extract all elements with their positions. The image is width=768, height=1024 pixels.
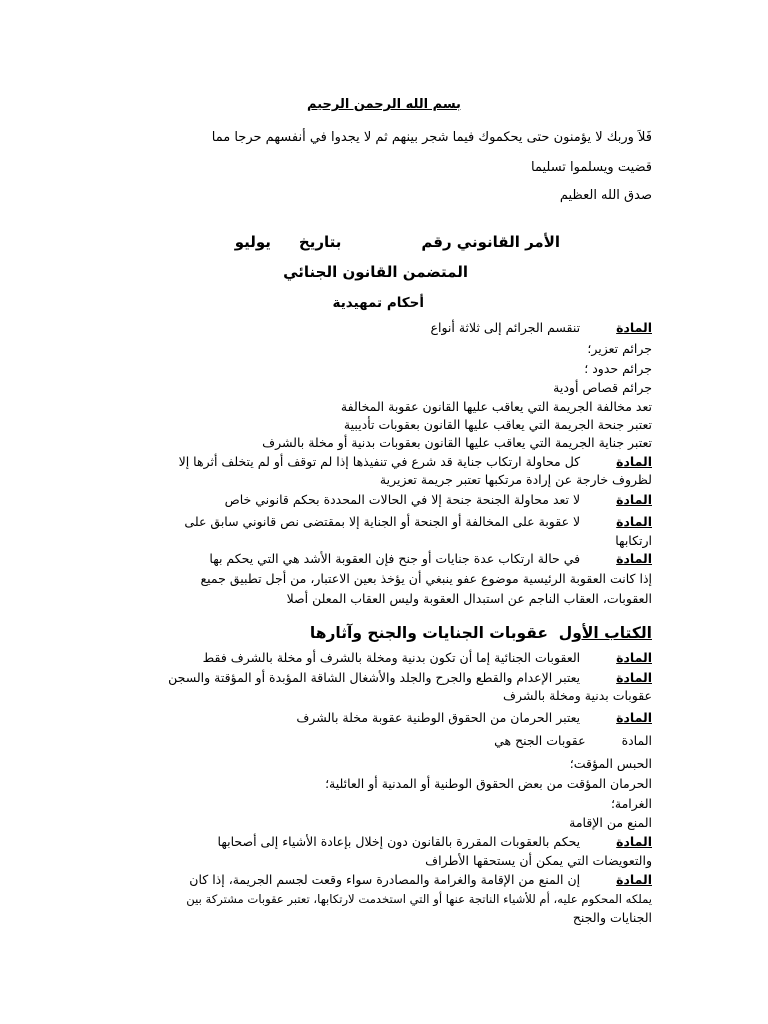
book-line: المادةالعقوبات الجنائية إما أن تكون بدنية ومخلة بالشرف أو مخلة بالشرف فقط xyxy=(202,650,652,665)
article-line: تعد مخالفة الجريمة التي يعاقب عليها القانون عقوبة المخالفة xyxy=(340,399,652,414)
article-line: ارتكابها xyxy=(615,533,652,548)
book-label: الكتاب الأول xyxy=(558,624,652,642)
book-line: الجنايات والجنح xyxy=(572,910,652,925)
basmala: بسم الله الرحمن الرحيم xyxy=(307,97,461,112)
book-line: والتعويضات التي يمكن أن يستحقها الأطراف xyxy=(425,853,652,868)
verse-line-3: صدق الله العظيم xyxy=(559,188,652,203)
article-label: المادة xyxy=(616,320,652,335)
article-line: جرائم حدود ؛ xyxy=(584,361,652,376)
book-line: المادةيعتبر الحرمان من الحقوق الوطنية عقوبة مخلة بالشرف xyxy=(296,710,652,725)
order-month: يوليو xyxy=(234,233,271,251)
article-line: المادةلا تعد محاولة الجنحة جنحة إلا في الحالات المحددة بحكم قانوني خاص xyxy=(224,492,652,507)
book-line: المادةعقوبات الجنح هي xyxy=(494,733,652,748)
verse-line-1: فَلاَ وربك لا يؤمنون حتى يحكموك فيما شجر بينهم ثم لا يجدوا في أنفسهم حرجا مما xyxy=(211,130,652,145)
section-heading: أحكام تمهيدية xyxy=(332,295,424,311)
article-line: جرائم تعزير؛ xyxy=(587,341,652,356)
book-line: المادةإن المنع من الإقامة والغرامة والمصادرة سواء وقعت لجسم الجريمة، إذا كان xyxy=(189,872,652,887)
article-line: المادةكل محاولة ارتكاب جناية قد شرع في تنفيذها إذا لم توقف أو لم يتخلف أثرها إلا xyxy=(178,454,652,469)
order-title xyxy=(235,234,560,250)
book-line: عقوبات بدنية ومخلة بالشرف xyxy=(503,688,652,703)
book-line: الحبس المؤقت؛ xyxy=(569,756,652,771)
article-line: جرائم قصاص أودية xyxy=(553,380,652,395)
book-heading xyxy=(310,625,652,641)
book-line: يملكه المحكوم عليه، أم للأشياء الناتجة عنها أو التي استخدمت لارتكابها، تعتبر عقوبات مشتركة بين xyxy=(186,892,652,906)
article-line: تعتبر جنحة الجريمة التي يعاقب عليها القانون بعقوبات تأديبية xyxy=(343,417,652,432)
article-line: إذا كانت العقوبة الرئيسية موضوع عفو ينبغي أن يؤخذ بعين الاعتبار، من أجل تطبيق جميع xyxy=(200,571,652,586)
book-line: الغرامة؛ xyxy=(610,796,652,811)
book-line: المادةيعتبر الإعدام والقطع والجرح والجلد والأشغال الشاقة المؤبدة أو المؤقتة والسجن xyxy=(168,670,652,685)
article-line: لظروف خارجة عن إرادة مرتكبها تعتبر جريمة تعزيرية xyxy=(379,472,652,487)
article-line: المادةلا عقوبة على المخالفة أو الجنحة أو الجناية إلا بمقتضى نص قانوني سابق على xyxy=(184,514,652,529)
verse-line-2: قضيت ويسلموا تسليما xyxy=(531,160,652,175)
article-line: المادةتنقسم الجرائم إلى ثلاثة أنواع xyxy=(430,320,652,335)
article-line: العقوبات، العقاب الناجم عن استبدال العقوبة وليس العقاب المعلن أصلا xyxy=(286,591,652,606)
book-line: المنع من الإقامة xyxy=(569,815,652,830)
order-subtitle: المتضمن القانون الجنائي xyxy=(283,263,468,281)
book-title: عقوبات الجنايات والجنح وآثارها xyxy=(309,624,548,642)
book-line: الحرمان المؤقت من بعض الحقوق الوطنية أو المدنية أو العائلية؛ xyxy=(325,776,652,791)
article-line: المادةفي حالة ارتكاب عدة جنايات أو جنح فإن العقوبة الأشد هي التي يحكم بها xyxy=(209,551,652,566)
order-date-word: بتاريخ xyxy=(298,233,342,251)
order-word: الأمر القانوني رقم xyxy=(421,233,560,251)
article-line: تعتبر جناية الجريمة التي يعاقب عليها القانون بعقوبات بدنية أو مخلة بالشرف xyxy=(262,435,652,450)
book-line: المادةيحكم بالعقوبات المقررة بالقانون دون إخلال بإعادة الأشياء إلى أصحابها xyxy=(217,834,652,849)
